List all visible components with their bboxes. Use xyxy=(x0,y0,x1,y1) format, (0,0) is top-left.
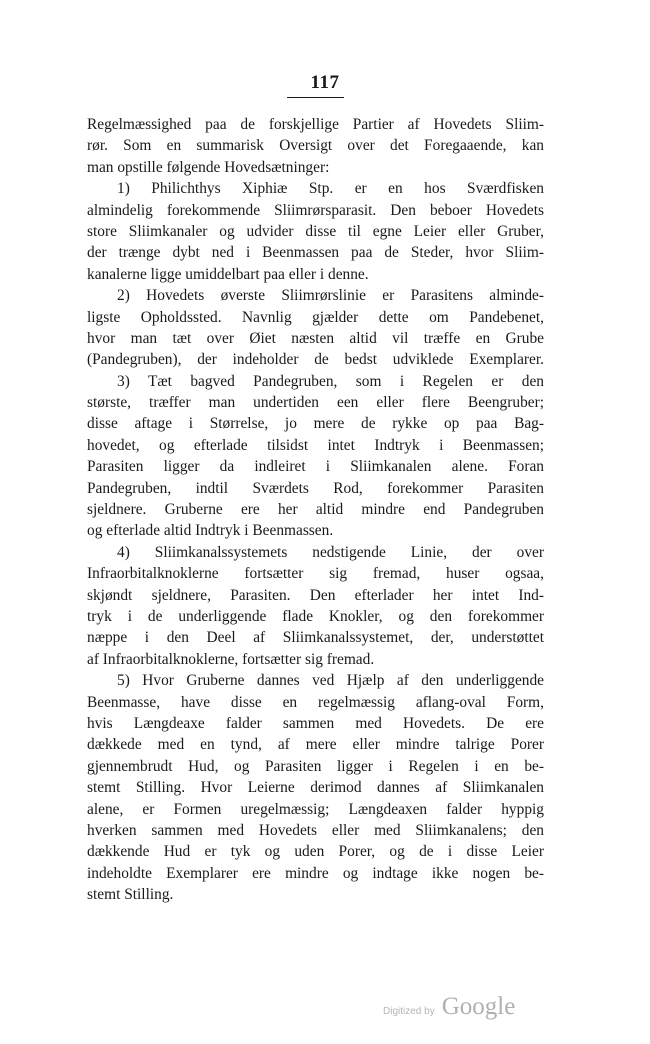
text-line: 4) Sliimkanalssystemets nedstigende Linie, der over xyxy=(117,543,544,561)
text-line: rør. Som en summarisk Oversigt over det Foregaaende, kan xyxy=(87,137,544,155)
text-line: der trænge dybt ned i Beenmassen paa de Steder, hvor Sliim- xyxy=(87,244,544,262)
text-line: (Pandegruben), der indeholder de bedst udviklede Exemplarer. xyxy=(87,351,544,369)
text-line: 3) Tæt bagved Pandegruben, som i Regelen er den xyxy=(117,372,544,390)
text-line: Parasiten ligger da indleiret i Sliimkanalen alene. Foran xyxy=(87,458,544,476)
google-logo: Google xyxy=(441,993,516,1020)
text-line: dækkede med en tynd, af mere eller mindre talrige Porer xyxy=(87,736,544,754)
text-line: 5) Hvor Gruberne dannes ved Hjælp af den underliggende xyxy=(117,672,544,690)
text-line: dækkende Hud er tyk og uden Porer, og de i disse Leier xyxy=(87,843,544,861)
text-line: 2) Hovedets øverste Sliimrørslinie er Parasitens alminde- xyxy=(117,287,544,305)
page-number: 117 xyxy=(310,72,340,93)
text-line: Pandegruben, indtil Sværdets Rod, forekommer Parasiten xyxy=(87,479,544,497)
text-line: stemt Stilling. xyxy=(87,886,174,904)
page-number-rule xyxy=(287,97,344,98)
text-line: gjennembrudt Hud, og Parasiten ligger i Regelen i en be- xyxy=(87,757,544,775)
text-line: næppe i den Deel af Sliimkanalssystemet, der, understøttet xyxy=(87,629,544,647)
text-line: Infraorbitalknoklerne fortsætter sig fremad, huser ogsaa, xyxy=(87,565,544,583)
text-line: af Infraorbitalknoklerne, fortsætter sig fremad. xyxy=(87,650,375,668)
text-line: største, træffer man undertiden een eller flere Beengruber; xyxy=(87,394,544,412)
text-line: man opstille følgende Hovedsætninger: xyxy=(87,158,330,176)
text-line: hovedet, og efterlade tilsidst intet Indtryk i Beenmassen; xyxy=(87,436,544,454)
text-line: kanalerne ligge umiddelbart paa eller i denne. xyxy=(87,265,369,283)
text-line: hvis Længdeaxe falder sammen med Hovedets. De ere xyxy=(87,714,544,732)
text-line: Beenmasse, have disse en regelmæssig aflang-oval Form, xyxy=(87,693,544,711)
text-line: store Sliimkanaler og udvider disse til egne Leier eller Gruber, xyxy=(87,222,544,240)
text-line: Regelmæssighed paa de forskjellige Partier af Hovedets Sliim- xyxy=(87,116,544,133)
text-line: skjøndt sjeldnere, Parasiten. Den efterlader her intet Ind- xyxy=(87,586,544,604)
text-line: almindelig forekommende Sliimrørsparasit. Den beboer Hovedets xyxy=(87,201,544,219)
text-line: hvor man tæt over Øiet næsten altid vil træffe en Grube xyxy=(87,329,544,347)
text-line: alene, er Formen uregelmæssig; Længdeaxen falder hyppig xyxy=(87,800,544,818)
text-line: og efterlade altid Indtryk i Beenmassen. xyxy=(87,522,334,540)
text-line: stemt Stilling. Hvor Leierne derimod dannes af Sliimkanalen xyxy=(87,779,544,797)
text-line: hverken sammen med Hovedets eller med Sliimkanalens; den xyxy=(87,821,544,839)
text-line: 1) Philichthys Xiphiæ Stp. er en hos Sværdfisken xyxy=(117,180,544,198)
text-line: disse aftage i Størrelse, jo mere de rykke op paa Bag- xyxy=(87,415,544,433)
text-line: sjeldnere. Gruberne ere her altid mindre end Pandegruben xyxy=(87,501,544,519)
body-text xyxy=(87,114,544,905)
digitized-by-label: Digitized by xyxy=(383,1006,435,1017)
digitization-watermark xyxy=(383,993,515,1021)
text-line: tryk i de underliggende flade Knokler, og den forekommer xyxy=(87,607,544,625)
text-line: indeholdte Exemplarer ere mindre og indtage ikke nogen be- xyxy=(87,864,544,882)
text-line: ligste Opholdssted. Navnlig gjælder dette om Pandebenet, xyxy=(87,308,544,326)
